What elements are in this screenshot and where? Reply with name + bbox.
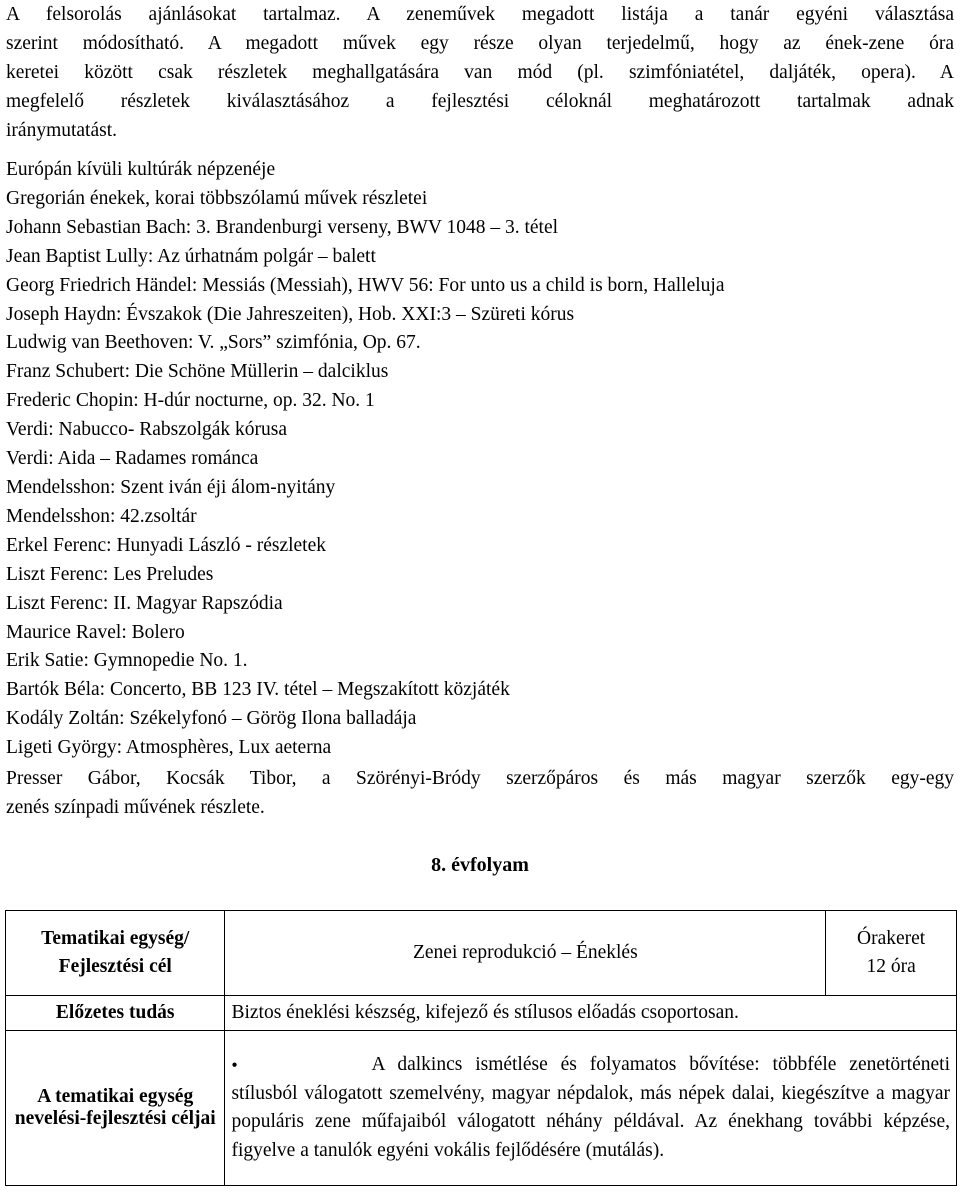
list-item: Verdi: Nabucco- Rabszolgák kórusa: [6, 419, 288, 441]
table-row: [6, 911, 957, 996]
prior-knowledge-label: Előzetes tudás: [6, 996, 225, 1031]
curriculum-table: [5, 910, 957, 1186]
bullet-icon: ●: [231, 1059, 238, 1071]
list-item: Maurice Ravel: Bolero: [6, 621, 185, 643]
goals-label: A tematikai egység nevelési-fejlesztési céljai: [6, 1031, 225, 1186]
intro-paragraph: [6, 0, 954, 145]
intro-line: megfelelő részletek kiválasztásához a fejlesztési céloknál meghatározott tartalmak adnak: [6, 91, 954, 112]
list-item: Gregorián énekek, korai többszólamú művek részletei: [6, 187, 428, 209]
closing-line: Presser Gábor, Kocsák Tibor, a Szörényi-Bródy szerzőpáros és más magyar szerzők egy-egy: [6, 768, 954, 789]
goals-text: A dalkincs ismétlése és folyamatos bővítése: többféle zenetörténeti stílusból válogatott szemelvény, magyar népdalok, más népek dalai, kiegészítve a magyar populáris zene műfajaiból válogatott néhány példával. Az énekhang további képzése, figyelve a tanulók egyéni vokális fejlődésére (mutálás).: [231, 1053, 950, 1161]
intro-line: A felsorolás ajánlásokat tartalmaz. A zeneművek megadott listája a tanár egyéni választása: [6, 4, 954, 25]
list-item: Franz Schubert: Die Schöne Müllerin – dalciklus: [6, 361, 389, 383]
hours-cell: [826, 911, 957, 996]
list-item: Ludwig van Beethoven: V. „Sors” szimfónia, Op. 67.: [6, 332, 421, 354]
hours-value: 12 óra: [866, 956, 916, 977]
grade-heading: 8. évfolyam: [431, 854, 529, 876]
list-item: Erik Satie: Gymnopedie No. 1.: [6, 650, 248, 672]
list-item: Jean Baptist Lully: Az úrhatnám polgár – balett: [6, 245, 376, 267]
list-item: Georg Friedrich Händel: Messiás (Messiah), HWV 56: For unto us a child is born, Halleluja: [6, 274, 725, 296]
table-row: [6, 996, 957, 1031]
list-item: Frederic Chopin: H-dúr nocturne, op. 32. No. 1: [6, 390, 375, 412]
unit-title: Zenei reprodukció – Éneklés: [225, 911, 826, 996]
list-item: Liszt Ferenc: II. Magyar Rapszódia: [6, 592, 283, 614]
goals-cell: [225, 1031, 957, 1186]
list-item: Ligeti György: Atmosphères, Lux aeterna: [6, 737, 332, 759]
prior-knowledge-text: Biztos éneklési készség, kifejező és stílusos előadás csoportosan.: [225, 996, 957, 1031]
thematic-unit-header: Tematikai egység/ Fejlesztési cél: [6, 911, 225, 996]
intro-line: keretei között csak részletek meghallgatására van mód (pl. szimfóniatétel, daljáték, opera). A: [6, 62, 954, 83]
intro-line: iránymutatást.: [6, 120, 118, 141]
list-item: Mendelsshon: Szent iván éji álom-nyitány: [6, 476, 336, 498]
list-item: Joseph Haydn: Évszakok (Die Jahreszeiten), Hob. XXI:3 – Szüreti kórus: [6, 303, 575, 325]
list-item: Európán kívüli kultúrák népzenéje: [6, 159, 276, 180]
closing-line: zenés színpadi művének részlete.: [6, 797, 265, 818]
closing-paragraph: [6, 764, 954, 822]
list-item: Johann Sebastian Bach: 3. Brandenburgi verseny, BWV 1048 – 3. tétel: [6, 216, 559, 238]
list-item: Erkel Ferenc: Hunyadi László - részletek: [6, 534, 326, 556]
list-item: Liszt Ferenc: Les Preludes: [6, 563, 214, 585]
hours-label: Órakeret: [857, 928, 926, 949]
works-list: [6, 156, 954, 763]
list-item: Bartók Béla: Concerto, BB 123 IV. tétel – Megszakított közjáték: [6, 679, 510, 701]
list-item: Kodály Zoltán: Székelyfonó – Görög Ilona balladája: [6, 708, 417, 730]
list-item: Mendelsshon: 42.zsoltár: [6, 505, 197, 527]
intro-line: szerint módosítható. A megadott művek egy része olyan terjedelmű, hogy az ének-zene óra: [6, 33, 954, 54]
table-row: [6, 1031, 957, 1186]
list-item: Verdi: Aida – Radames románca: [6, 448, 259, 470]
